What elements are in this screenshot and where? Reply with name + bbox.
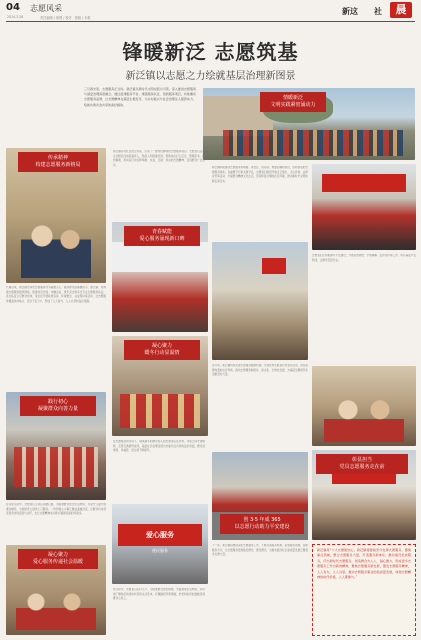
brand-text: 新这 xyxy=(342,7,358,16)
headline-title: 锋暖新泛 志愿筑基 xyxy=(122,40,299,64)
service-banner xyxy=(118,524,202,546)
page-number: 04 xyxy=(6,2,20,13)
label-jianxing-b: 凝聚群众向善力量 xyxy=(37,406,78,412)
header-rule xyxy=(6,21,415,22)
label-chuancheng xyxy=(18,152,98,172)
label-qingchun-a: 青春赋能 xyxy=(151,229,172,235)
label-ping-an-b: 以志愿行动助力平安建设 xyxy=(234,524,290,530)
label-qingchun xyxy=(124,226,200,246)
label-ningxin-bottom xyxy=(18,549,98,569)
label-ningxin-b: 暖冬行动显温情 xyxy=(144,350,180,356)
label-jianxing-a: 践行初心 xyxy=(47,399,68,405)
label-ningxin-bottom-b: 爱心服务传递社会温暖 xyxy=(32,559,83,565)
photo-caregivers xyxy=(324,396,404,442)
service-banner-photo xyxy=(112,504,208,584)
service-banner-sub: 便民服务 xyxy=(152,548,168,553)
col2-text-c: 寒冬时节，志愿者们走村入户，为困难群众送去棉被、米面油等生活物资，并详细了解他们的身体状况和生活需求，叮嘱做好防寒保暖，把党和政府的温暖送到群众心坎上。 xyxy=(113,588,205,601)
photo-crowd xyxy=(223,130,403,156)
flag-ceremony-photo xyxy=(212,242,308,360)
label-ningxin xyxy=(124,340,200,360)
brand-badge-dot: 社 xyxy=(374,7,382,16)
headline-subtitle: 新泛镇以志愿之力绘就基层治理新图景 xyxy=(125,71,296,82)
label-ningxin-bottom-a: 凝心聚力 xyxy=(47,552,68,558)
photo-seated-people xyxy=(16,590,96,630)
intro-paragraph: 三月春光里，志愿服务正当时。新泛镇以新时代文明实践为引领，深入推进志愿服务与基层治理深度融合。通过搭建服务平台、建强服务队伍、创新服务项目，持续擦亮志愿服务品牌，让志愿精神在基层生根发芽，为乡村振兴与社会治理注入强劲动力，绘就共建共治共享的美好画卷。 xyxy=(84,87,196,107)
header-meta-date: 2024.3.28 xyxy=(7,15,24,19)
quote-text: 新泛镇是“十大志愿团结心，新泛镇将继续充分发挥志愿服务，聚焦重点领域，整合志愿服务力量，打造服务新体系；推动建设优质服务，打出新时代志愿服务，创造群众为人人，凝心聚力，形成更多志愿服务工作出新的精神，聚焦志愿服务新发展，激发志愿服务精神，人人有为，人人共享，推动志愿服务事业的高质量发展，体现志愿精神的时代价值，人人都参与。” xyxy=(317,548,411,580)
col1-text-a: 长期以来，新泛镇坚持把志愿服务作为凝聚人心、服务群众的重要抓手，建立镇、村两级志愿服务组织网络，组建党员先锋、巾帼关爱、青年突击等多支专业志愿服务队伍。各支队伍立足群众需求，常态化开展政策宣讲、环境整治、关爱帮扶等活动，让志愿服务覆盖田间地头、走进千家万户，形成了人人参与、人人共享的良好氛围。 xyxy=(6,286,106,303)
col2-text-b: 在志愿服务的带动下，越来越多的群众加入到志愿者队伍中来，邻里之间守望相助、互帮互助蔚然成风，基层社会治理呈现出共建共治共享的良好局面，群众获得感、幸福感、安全感不断提升。 xyxy=(113,440,205,453)
label-chuancheng-a: 传承精神 xyxy=(47,155,68,161)
col1-text-b: 在邻里互助中，志愿者们主动认领微心愿，为困难群众送去生活物资，为留守儿童开展课业辅导，为独居老人提供上门服务。一件件暖心小事汇聚成温暖洪流，让群众切实感受到身边的温度与关怀，也让志愿精神成为新泛镇最亮丽的风景线。 xyxy=(6,503,106,516)
label-wenming-b: 文明实践紧密涌动力 xyxy=(270,102,316,108)
label-ping-an-a: 创 3·5 年成 365 xyxy=(243,517,281,523)
label-wenming-a: 情暖新泛 xyxy=(282,95,303,101)
label-dangyuan-b: 党员志愿服务走在前 xyxy=(339,464,385,470)
col3-text-c: 下一步，新泛镇将继续深化志愿服务工作，不断完善服务机制，拓展服务领域，创新服务方式，让志愿服务更加贴近群众、惠及群众，为推动经济社会高质量发展汇聚更多志愿力量。 xyxy=(212,544,308,557)
col3-text-a: 新泛镇积极推动志愿服务进网格、进社区、进家庭，构建起横向到边、纵向到底的志愿服务体系。在重要节日和关键节点，志愿者们组织开展文艺演出、义诊咨询、法律宣传等活动，丰富群众精神文化生活，营造和谐文明的社区环境，推动新时代文明实践走深走实。 xyxy=(212,166,308,183)
section-title: 志愿风采 xyxy=(30,4,62,13)
label-ningxin-a: 凝心聚力 xyxy=(151,343,172,349)
col2-text-d: 近年来，新泛镇持续完善志愿服务激励机制，开展优秀志愿者评选表彰活动，营造崇德向善的社会风尚，推动志愿服务制度化、常态化、长效化发展，为基层治理现代化贡献坚实力量。 xyxy=(212,364,308,377)
label-wenming xyxy=(260,92,326,112)
photo-bus xyxy=(112,242,208,272)
label-chuancheng-b: 构建志愿服务新格局 xyxy=(35,162,81,168)
service-banner-title: 爱心服务 xyxy=(146,531,174,539)
label-jianxing xyxy=(20,396,96,416)
photo-people xyxy=(21,208,91,278)
brand-logo xyxy=(390,2,412,18)
header-meta-editor: 责任编辑 / 徐慧 / 校对 · 排版 / 本报 xyxy=(40,16,91,20)
photo-flag xyxy=(262,258,286,274)
label-qingchun-b: 爱心服务涌现新口碑 xyxy=(139,236,185,242)
photo-banner-red xyxy=(322,174,406,192)
col3-text-b: 志愿者们还积极参与平安建设，开展巡逻防控、矛盾调解、反诈宣传等工作，筑牢基层平安防线，让群众安居乐业。 xyxy=(312,254,416,262)
quote-box xyxy=(312,544,416,636)
photo-red-vests xyxy=(14,447,98,487)
elderly-care-photo xyxy=(312,366,416,446)
volunteer-team-photo xyxy=(312,164,416,250)
page-header xyxy=(0,0,421,20)
brand-logo-text: 晨 xyxy=(395,3,407,16)
photo-gift-boxes xyxy=(120,394,200,428)
col2-text-a: 新泛镇各村社区结合实际，打造了一批特色鲜明的志愿服务项目。志愿者们定期走访辖区内的孤寡老人、残疾人和困难家庭，帮助他们打扫卫生、整理家务、排忧解难，用实际行动诠释奉献、友爱、互助、进步的志愿精神，受到群众广泛好评。 xyxy=(113,150,205,167)
label-ping-an xyxy=(220,514,304,534)
label-dangyuan xyxy=(316,454,408,474)
label-dangyuan-a: 彰显担当 xyxy=(351,457,372,463)
